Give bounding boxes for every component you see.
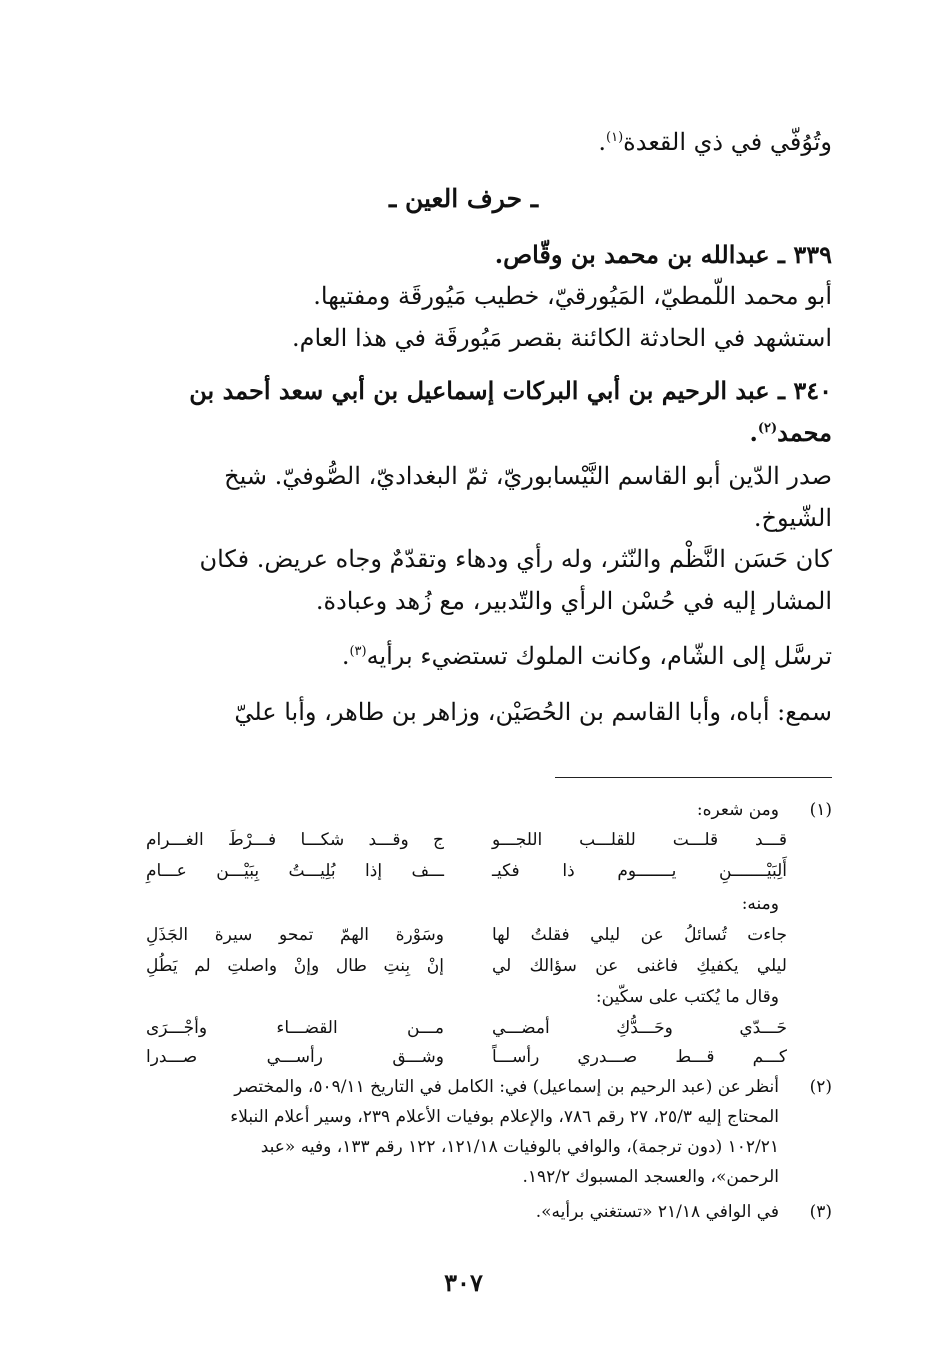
footnote-2-line-1: أنظر عن (عبد الرحيم بن إسماعيل) في: الكامل في التاريخ ٥٠٩/١١، والمختصر	[234, 1077, 779, 1097]
poem-3-line-1-first-hemistich: حَـــدّي وحَـــدُّكِ أمضـــي	[492, 1018, 787, 1038]
entry-339-heading: ٣٣٩ ـ عبدالله بن محمد بن وقّاص.	[494, 240, 832, 269]
poem-3-line-2-second-hemistich: وشـــق رأســـي صـــدرا	[146, 1047, 444, 1067]
section-heading: ـ حرف العين ـ	[388, 184, 539, 213]
paragraph-4-line-1: سمع: أباه، وأبا القاسم بن الحُصَيْن، وزاهر بن طاهر، وأبا عليّ	[234, 698, 832, 726]
paragraph-1-line-1: صدر الدّين أبو القاسم النَّيْسابوريّ، ثمّ البغداديّ، الصُّوفيّ. شيخ	[224, 462, 832, 490]
paragraph-2-line-2: المشار إليه في حُسْن الرأي والتّدبير، مع زُهد وعبادة.	[315, 587, 832, 615]
paragraph-3-period: .	[341, 642, 350, 670]
paragraph-2-line-1: كان حَسَن النَّظْم والنّثر، وله رأي ودهاء وتقدّمٌ وجاه عريض. فكان	[199, 545, 832, 573]
footnote-ref-1: (١)	[606, 130, 624, 145]
poem-1-line-1-first-hemistich: قـــد قلـــت للقلـــب اللجـــو	[492, 830, 787, 850]
paragraph-3-text: ترسَّل إلى الشّام، وكانت الملوك تستضيء برأيه	[366, 642, 832, 670]
footnote-3-number: (٣)	[809, 1202, 832, 1222]
intro-period: .	[598, 128, 606, 156]
poem-2-line-2-first-hemistich: ليلي يكفيكِ فاغنى عن سؤالك لي	[492, 956, 787, 976]
footnote-1-intro: ومن شعره:	[696, 800, 779, 820]
footnote-ref-2: (٢)	[757, 421, 778, 436]
footnote-1-intro-2: ومنه:	[741, 894, 779, 914]
entry-340-period: .	[749, 418, 758, 447]
footnote-divider	[555, 777, 832, 778]
footnote-3-text: في الوافي ٢١/١٨ «تستغني برأيه».	[535, 1202, 779, 1222]
entry-339-line-1: أبو محمد اللّمطيّ، المَيُورقيّ، خطيب مَيُورقَة ومفتيها.	[313, 282, 832, 310]
footnote-1-number: (١)	[809, 800, 832, 820]
paragraph-3	[342, 642, 832, 670]
poem-2-line-2-second-hemistich: إنْ بِنتِ طال وإنْ واصلتِ لم يَطُلِ	[146, 956, 444, 976]
poem-2-line-1-second-hemistich: وسَوْرة الهمّ تمحو سيرة الجَذَلِ	[146, 925, 444, 945]
poem-2-line-1-first-hemistich: جاءت تُسائلُ عن ليلي فقلتُ لها	[492, 925, 787, 945]
footnote-2-line-3: ١٠٢/٢١ (دون ترجمة)، والوافي بالوفيات ١٢١/١٨، ١٢٢ رقم ١٣٣، وفيه «عبد	[260, 1137, 779, 1157]
paragraph-1-line-2: الشّيوخ.	[753, 504, 832, 532]
footnote-2-number: (٢)	[809, 1077, 832, 1097]
intro-line	[598, 128, 832, 156]
entry-340-heading-line-1: ٣٤٠ ـ عبد الرحيم بن أبي البركات إسماعيل بن أبي سعد أحمد بن	[189, 376, 832, 405]
footnote-2-line-4: الرحمن»، والعسجد المسبوك ١٩٢/٢.	[522, 1167, 779, 1187]
footnote-ref-3: (٣)	[349, 644, 367, 659]
footnote-2-line-2: المحتاج إليه ٢٥/٣، ٢٧ رقم ٧٨٦، والإعلام بوفيات الأعلام ٢٣٩، وسير أعلام النبلاء	[230, 1107, 779, 1127]
poem-1-line-2-first-hemistich: أَلِبَيْـــــــنِ يـــــــوم ذا فكيـ	[492, 861, 787, 881]
entry-339-line-2: استشهد في الحادثة الكائنة بقصر مَيُورقَة في هذا العام.	[291, 324, 832, 352]
entry-340-heading-line-2	[750, 418, 832, 447]
poem-1-line-1-second-hemistich: ج وقـــد شكـــا فـــرْطَ الغـــرام	[146, 830, 444, 850]
poem-1-line-2-second-hemistich: ـــف إذا بُلِيـــتُ بِبَيْـــن عـــامِ	[146, 861, 444, 881]
page-number: ٣٠٧	[444, 1268, 483, 1297]
entry-340-name-end: محمد	[777, 418, 832, 447]
poem-3-line-2-first-hemistich: كـــم قـــط صـــدري رأســـاً	[492, 1047, 787, 1067]
footnote-1-intro-3: وقال ما يُكتب على سكّين:	[595, 987, 779, 1007]
poem-3-line-1-second-hemistich: مـــن القضـــاء وأجْـــرَى	[146, 1018, 444, 1038]
intro-text: وتُوُفّي في ذي القعدة	[623, 128, 832, 156]
